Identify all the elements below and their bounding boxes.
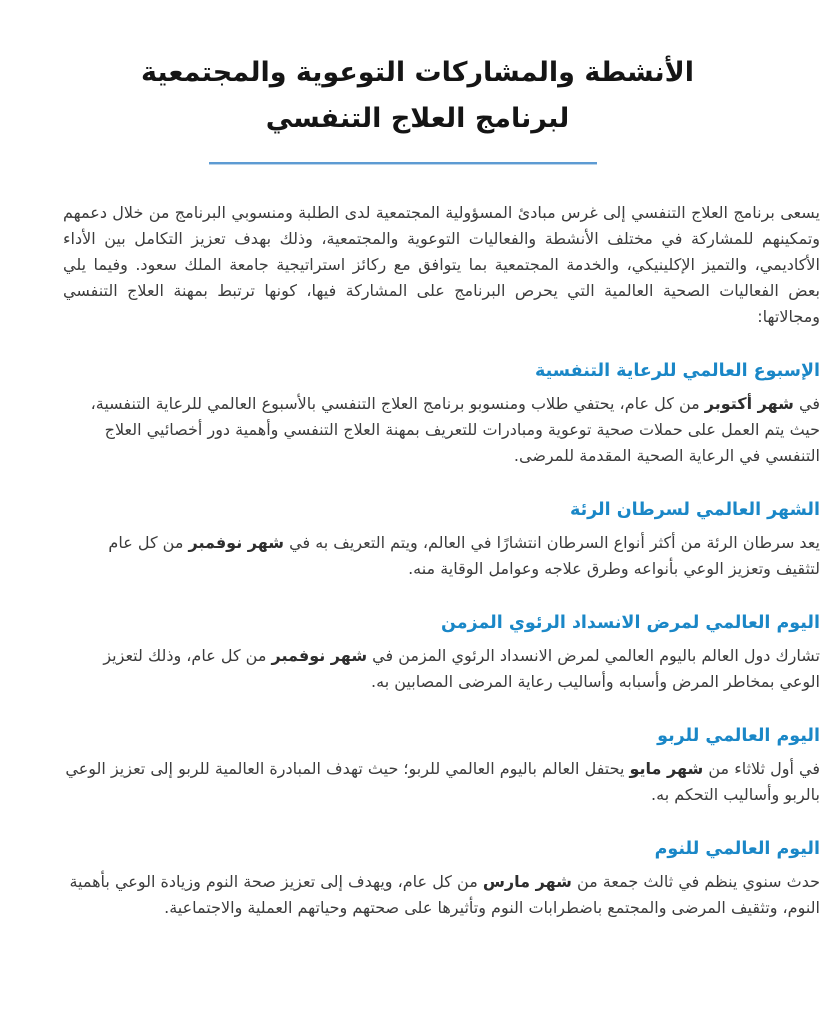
title-divider xyxy=(209,162,597,164)
section-paragraph xyxy=(63,756,820,808)
section-asthma-day xyxy=(63,725,820,808)
month-highlight: شهر مارس xyxy=(482,872,572,891)
section-text-end: يحتفل العالم باليوم العالمي للربو؛ حيث تهدف المبادرة العالمية للربو إلى تعزيز الوعي بالربو وأساليب التحكم به. xyxy=(65,759,820,804)
section-respiratory-care-week xyxy=(63,360,820,469)
section-copd-day xyxy=(63,612,820,695)
section-heading: اليوم العالمي للربو xyxy=(657,726,820,746)
section-heading: الشهر العالمي لسرطان الرئة xyxy=(569,500,820,520)
month-highlight: شهر مايو xyxy=(629,759,704,778)
page-title-line1: الأنشطة والمشاركات التوعوية والمجتمعية xyxy=(141,57,694,88)
section-text-end: من كل عام، وذلك لتعزيز الوعي بمخاطر المرض وأسبابه وأساليب رعاية المرضى المصابين به. xyxy=(103,646,820,691)
section-paragraph xyxy=(63,869,820,921)
section-text-start: حدث سنوي ينظم في ثالث جمعة من xyxy=(571,872,820,891)
section-paragraph xyxy=(63,530,820,582)
section-text-start: في xyxy=(793,394,820,413)
month-highlight: شهر أكتوبر xyxy=(704,394,794,413)
section-sleep-day xyxy=(63,838,820,921)
document-body xyxy=(63,200,820,921)
section-text-end: من كل عام، ويهدف إلى تعزيز صحة النوم وزيادة الوعي بأهمية النوم، وتثقيف المرضى والمجتمع باضطرابات النوم وتأثيرها على صحتهم وحياتهم العملية والاجتماعية. xyxy=(69,872,820,917)
month-highlight: شهر نوفمبر xyxy=(271,646,368,665)
page-title xyxy=(0,50,835,142)
section-heading: اليوم العالمي لمرض الانسداد الرئوي المزمن xyxy=(440,613,820,633)
section-text-end: من كل عام لتثقيف وتعزيز الوعي بأنواعه وطرق علاجه وعوامل الوقاية منه. xyxy=(108,533,820,578)
section-text-start: يعد سرطان الرئة من أكثر أنواع السرطان انتشارًا في العالم، ويتم التعريف به في xyxy=(284,533,820,552)
title-block xyxy=(0,0,835,164)
month-highlight: شهر نوفمبر xyxy=(188,533,285,552)
section-text-start: في أول ثلاثاء من xyxy=(703,759,820,778)
section-paragraph xyxy=(63,643,820,695)
section-paragraph xyxy=(63,391,820,469)
section-heading: اليوم العالمي للنوم xyxy=(654,839,820,859)
section-text-end: من كل عام، يحتفي طلاب ومنسوبو برنامج العلاج التنفسي بالأسبوع العالمي للرعاية التنفسية، حيث يتم العمل على حملات صحية توعوية ومبادرات للتعريف بمهنة العلاج التنفسي وأهمية دور أخصائيي العلاج التنفسي في الرعاية الصحية المقدمة للمرضى. xyxy=(90,394,820,465)
section-heading: الإسبوع العالمي للرعاية التنفسية xyxy=(535,361,820,381)
intro-paragraph: يسعى برنامج العلاج التنفسي إلى غرس مبادئ المسؤولية المجتمعية لدى الطلبة ومنسوبي البرنامج من خلال دعمهم وتمكينهم للمشاركة في مختلف الأنشطة والفعاليات التوعوية والمجتمعية، وذلك بهدف تعزيز التكامل بين الأداء الأكاديمي، والتميز الإكلينيكي، والخدمة المجتمعية بما يتوافق مع ركائز استراتيجية جامعة الملك سعود. وفيما يلي بعض الفعاليات الصحية العالمية التي يحرص البرنامج على المشاركة فيها، كونها ترتبط بمهنة العلاج التنفسي ومجالاتها: xyxy=(63,203,820,326)
section-text-start: تشارك دول العالم باليوم العالمي لمرض الانسداد الرئوي المزمن في xyxy=(367,646,820,665)
page-title-line2: لبرنامج العلاج التنفسي xyxy=(265,103,570,134)
section-lung-cancer-month xyxy=(63,499,820,582)
